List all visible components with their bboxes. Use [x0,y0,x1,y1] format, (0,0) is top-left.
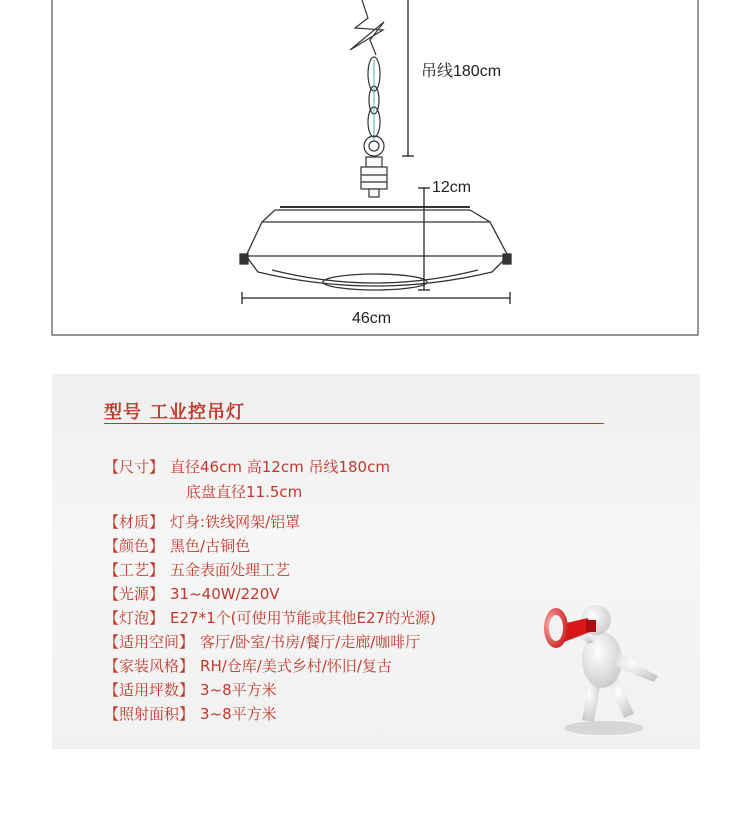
spec-row-illumination [104,704,277,724]
spec-key: 【尺寸】 [104,458,165,476]
spec-row-area-ping [104,680,277,700]
spec-value: 直径46cm 高12cm 吊线180cm [170,458,390,476]
model-value: 工业控吊灯 [150,402,245,423]
spec-value: RH/仓库/美式乡村/怀旧/复古 [200,657,392,675]
spec-row-material [104,512,300,532]
spec-value: 3~8平方米 [200,681,277,699]
spec-row-space [104,632,420,652]
chain-icon [350,0,384,156]
spec-value: 五金表面处理工艺 [170,561,291,579]
spec-value: 灯身:铁线网架/铝罩 [170,513,301,531]
spec-key: 【灯泡】 [104,609,165,627]
lamp-dimension-diagram [0,0,750,345]
spec-value: 客厅/卧室/书房/餐厅/走廊/咖啡厅 [200,633,421,651]
spec-value: 3~8平方米 [200,705,277,723]
spec-key: 【适用坪数】 [104,681,195,699]
spec-value: 黑色/古铜色 [170,537,251,555]
spec-row-bulb [104,608,436,628]
spec-key: 【工艺】 [104,561,165,579]
spec-row-size [104,457,390,477]
spec-row-color [104,536,250,556]
spec-key: 【照射面积】 [104,705,195,723]
spec-key: 【颜色】 [104,537,165,555]
width-label: 46cm [352,310,392,327]
spec-row-craft [104,560,290,580]
spec-key: 【适用空间】 [104,633,195,651]
spec-value: 31~40W/220V [170,585,280,603]
height-label: 12cm [432,179,472,196]
spec-value: 底盘直径11.5cm [186,483,303,501]
chain-length-label: 吊线180cm [421,63,502,80]
spec-key: 【材质】 [104,513,165,531]
spec-row-light-source [104,584,280,604]
panel-title [104,398,245,424]
socket-icon [361,157,387,197]
spec-value: E27*1个(可使用节能或其他E27的光源) [170,609,436,627]
spec-row-base-diameter [186,482,302,502]
dimension-lines [242,0,510,304]
title-divider [104,423,604,424]
spec-row-style [104,656,392,676]
spec-key: 【光源】 [104,585,165,603]
lamp-shade-icon [240,207,511,290]
lamp-drawing [0,0,750,345]
model-label: 型号 [104,402,142,423]
spec-key: 【家装风格】 [104,657,195,675]
megaphone-figure-icon [532,590,672,740]
